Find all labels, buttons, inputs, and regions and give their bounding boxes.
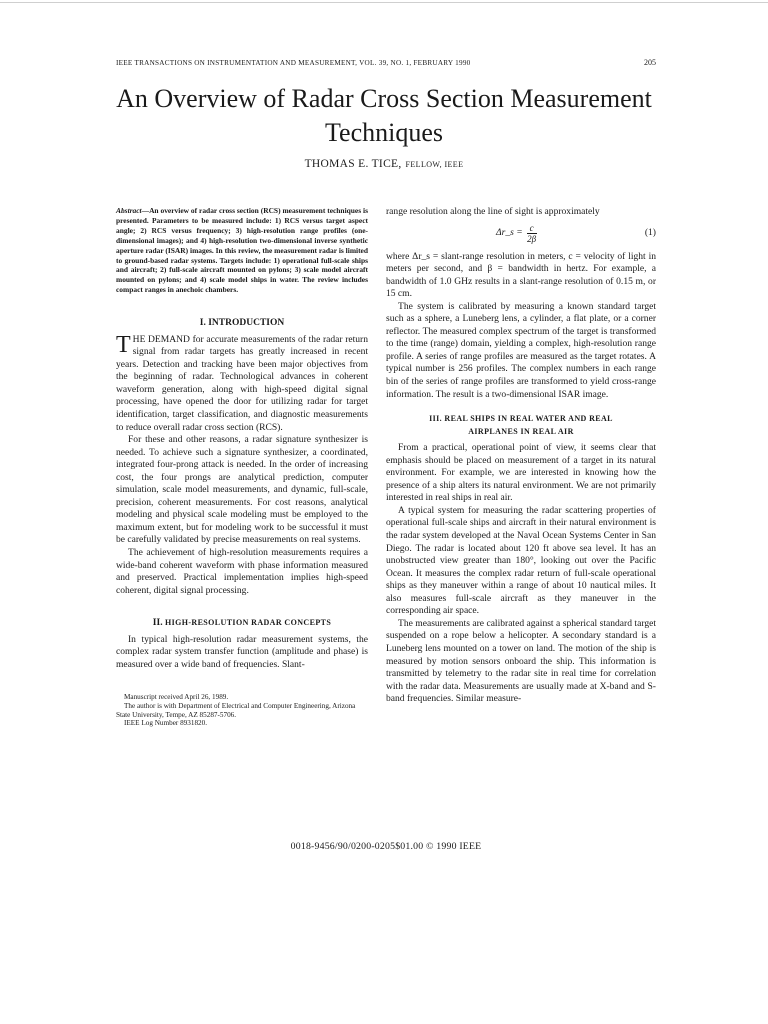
author-line [60, 158, 708, 170]
right-paragraph-1: where Δr_s = slant-range resolution in meters, c = velocity of light in meters per second, and β = bandwidth in hertz. For example, a bandwidth of 1.0 GHz results in a slant-range resolution of 0.15 m, or 15 cm. [386, 250, 656, 300]
copyright-footer: 0018-9456/90/0200-0205$01.00 © 1990 IEEE [290, 841, 482, 852]
author-name: THOMAS E. TICE, [304, 158, 402, 170]
drop-cap: T [116, 331, 131, 358]
running-head: IEEE TRANSACTIONS ON INSTRUMENTATION AND MEASUREMENT, VOL. 39, NO. 1, FEBRUARY 1990 [116, 59, 471, 67]
abstract-label: Abstract [116, 206, 142, 215]
intro-paragraph-1 [116, 331, 369, 434]
left-column [116, 206, 368, 728]
section-2-title: HIGH-RESOLUTION RADAR CONCEPTS [164, 618, 332, 628]
footnote-received: Manuscript received April 26, 1989. [124, 693, 229, 702]
section-heading-3 [386, 413, 656, 438]
equation-lhs: Δr_s = [496, 226, 523, 238]
section-2-number: II. [152, 618, 163, 629]
section-3-title-line-2: AIRPLANES IN REAL AIR [468, 426, 574, 436]
section-3-paragraph-1: From a practical, operational point of view, it seems clear that emphasis should be placed on measurement of a target in its natural environment. For example, we are interested in knowing how the presence of a ship alters its natural environment. We are not primarily interested in real ships in real air. [386, 442, 656, 504]
author-affiliation: FELLOW, IEEE [405, 160, 464, 169]
right-column [386, 206, 656, 706]
right-paragraph-0: range resolution along the line of sight is approximately [386, 206, 600, 217]
page-number: 205 [644, 58, 656, 67]
intro-p1-text: for accurate measurements of the radar return signal from radar targets has greatly increased in recent years. Detection and tracking have been major objectives from the beginning of radar. Technological advances in coherent waveform generation, along with high-speed digital signal processing, have opened the door for utilizing radar for target identification, target classification, and diagnostic measurements to reduce overall radar cross section (RCS). [116, 333, 369, 433]
abstract-text: —An overview of radar cross section (RCS) measurement techniques is presented. Parameters to be measured include: 1) RCS versus target aspect angle; 2) RCS versus frequency; 3) high-resolution range profiles (one-dimensional images); and 4) high-resolution two-dimensional inverse synthetic aperture radar (ISAR) images. In this review, the measurement radar is limited to ground-based radar systems. Targets include: 1) operational full-scale ships and aircraft; 2) full-scale aircraft mounted on pylons; 3) scale model aircraft mounted on pylons; and 4) scale model ships in water. The review includes compact ranges in anechoic chambers. [116, 206, 368, 295]
right-paragraph-2: The system is calibrated by measuring a known standard target such as a sphere, a Luneberg lens, a cylinder, a flat plate, or a corner reflector. The measured complex spectrum of the target is transformed to the time (range) domain, yielding a complex, high-resolution range profile. A series of range profiles are measured as the target rotates. A typical number is 256 profiles. The complex numbers in each range bin of the series of range profiles are transformed to yield cross-range information. The result is a two-dimensional ISAR image. [386, 300, 656, 400]
abstract [116, 206, 368, 295]
section-heading-2 [116, 617, 368, 630]
section-2-paragraph-1: In typical high-resolution radar measurement systems, the complex radar system transfer function (amplitude and phase) is measured over a wide band of frequencies. Slant- [116, 633, 368, 670]
equation-fraction [527, 223, 537, 244]
equation-numerator: c [527, 223, 537, 234]
paper-title: An Overview of Radar Cross Section Measurement Techniques [116, 84, 652, 147]
scan-top-edge [0, 2, 768, 3]
section-heading-introduction: I. INTRODUCTION [199, 318, 285, 329]
intro-paragraph-2: For these and other reasons, a radar signature synthesizer is needed. To achieve such a signature synthesizer, a coordinated, integrated four-prong attack is needed. In the order of increasing cost, the four prongs are analytical prediction, computer simulation, scale model measurements, and dynamic, full-scale, precision, coherent measurements. For cost reasons, analytical modeling and physical scale modeling must be employed to the maximum extent, but for modeling work to be successful it must be carefully validated by precise measurements on real systems. [116, 434, 368, 546]
intro-paragraph-3: The achievement of high-resolution measurements requires a wide-band coherent waveform with phase information measured and preserved. Practical implementation implies high-speed coherent, digital signal processing. [116, 547, 368, 596]
footnote-affiliation: The author is with Department of Electrical and Computer Engineering, Arizona State University, Tempe, AZ 85287-5706. [116, 701, 356, 719]
equation-1 [386, 221, 656, 247]
section-3-title-line-1: III. REAL SHIPS IN REAL WATER AND REAL [429, 414, 613, 424]
section-3-paragraph-3: The measurements are calibrated against a spherical standard target suspended on a rope below a helicopter. A secondary standard is a Luneberg lens mounted on a tower on land. The motion of the ship is measured by motion sensors onboard the ship. This information is transmitted by telemetry to the radar site in real time for correlation with the radar data. Measurements are usually made at X-band and S-band frequencies. Similar measure- [386, 617, 656, 705]
intro-lead: HE DEMAND [132, 333, 190, 345]
footnote [116, 693, 368, 727]
section-3-paragraph-2: A typical system for measuring the radar scattering properties of operational full-scale ships and aircraft in their natural environment is the radar system developed at the Naval Ocean Systems Center in San Diego. The radar is located about 120 ft above sea level. It has an unobstructed view greater than 180°, looking out over the Pacific Ocean. It measures the complex radar return of full-scale operational ships as they maneuver within a range of about 10 nautical miles. It also measures full-scale aircraft as they maneuver in the corresponding air space. [386, 504, 656, 617]
equation-number: (1) [644, 226, 656, 238]
footnote-log-number: IEEE Log Number 8931820. [124, 719, 208, 728]
equation-denominator: 2β [527, 233, 537, 244]
